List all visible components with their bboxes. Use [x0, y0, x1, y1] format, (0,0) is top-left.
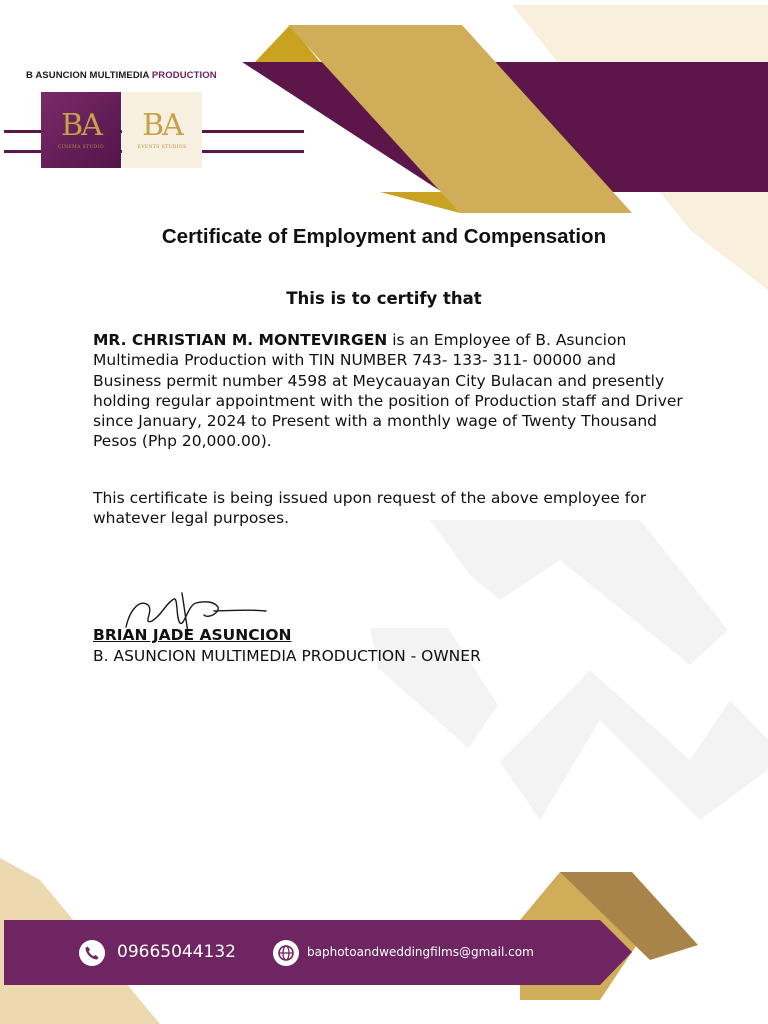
phone-icon	[79, 940, 105, 966]
signer-role: B. ASUNCION MULTIMEDIA PRODUCTION - OWNER	[93, 647, 481, 665]
contact-email[interactable]: baphotoandweddingfilms@gmail.com	[307, 945, 534, 959]
certify-heading: This is to certify that	[286, 289, 482, 308]
contact-phone[interactable]: 09665044132	[117, 942, 236, 962]
globe-icon	[273, 940, 299, 966]
employee-name: MR. CHRISTIAN M. MONTEVIRGEN	[93, 331, 388, 349]
company-name	[26, 70, 217, 81]
purpose-paragraph: This certificate is being issued upon request of the above employee for whatever legal purposes.	[93, 489, 647, 528]
employment-details: is an Employee of B. Asuncion Multimedia Production with TIN NUMBER 743- 133- 311- 00000 and Business permit number 4598 at Meycauayan City Bulacan and presently holding regular appointment with the position of Production staff and Driver since January, 2024 to Present with a monthly wage of Twenty Thousand Pesos (Php 20,000.00).	[93, 331, 683, 451]
logo-events-sub: EVENTS STUDIOS	[137, 144, 187, 150]
company-name-suffix: PRODUCTION	[151, 70, 217, 81]
signer-name: BRIAN JADE ASUNCION	[93, 626, 292, 644]
logo-ba-mark: BA	[61, 107, 101, 143]
logo-cinema-sub: CINEMA STUDIO	[58, 144, 104, 150]
company-name-prefix: B ASUNCION MULTIMEDIA	[26, 70, 152, 81]
employment-paragraph	[93, 330, 683, 452]
logo-ba-mark-2: BA	[142, 107, 182, 143]
document-title: Certificate of Employment and Compensation	[161, 225, 607, 248]
logo-cinema	[41, 92, 121, 168]
logo-events	[122, 92, 202, 168]
watermark	[370, 520, 768, 820]
